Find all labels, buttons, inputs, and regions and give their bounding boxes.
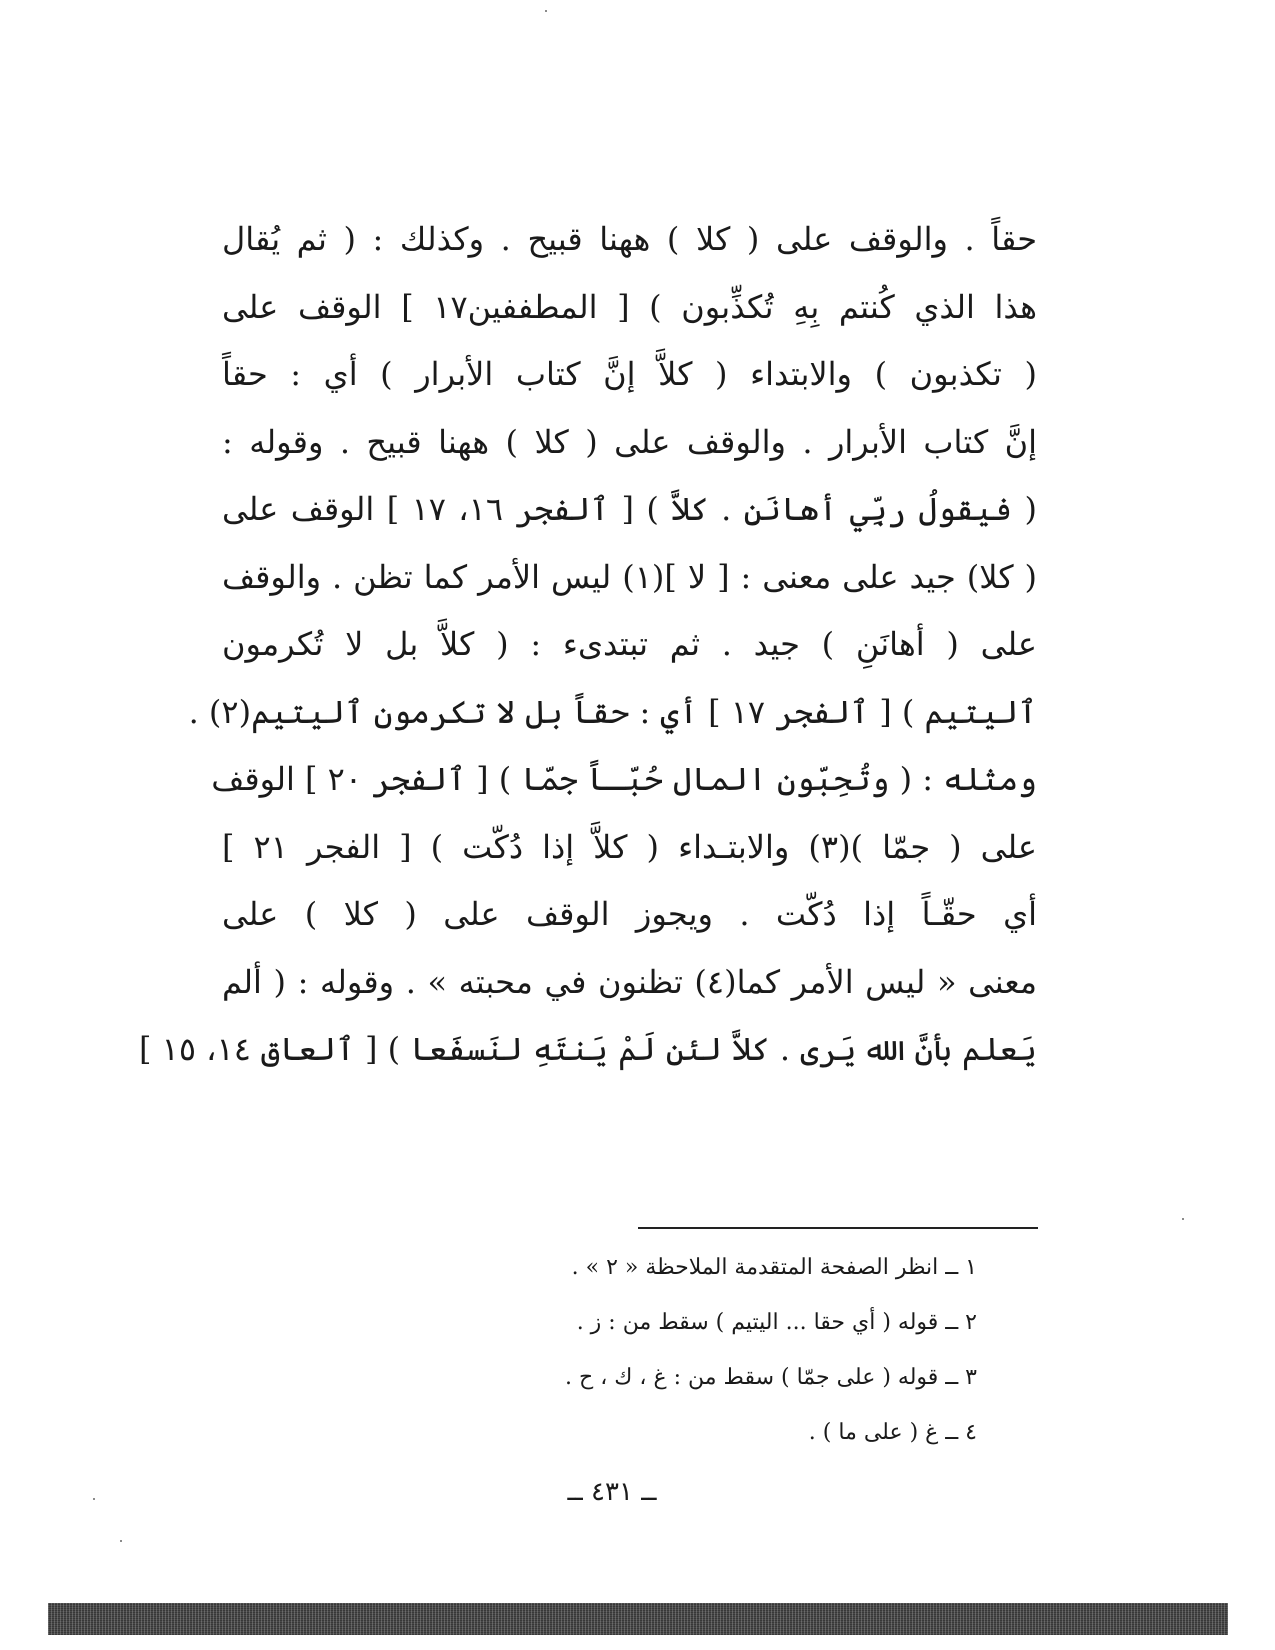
text-line: معنى « ليس الأمر كما(٤) تظنون في محبته » . وقوله : ( ألم [222, 962, 1037, 1001]
text-line: هذا الذي كُنتم بِهِ تُكذِّبون ) [ المطففين١٧ ] الوقف على [222, 287, 1038, 326]
text-line: حقاً . والوقف على ( كلا ) ههنا قبيح . وكذلك : ( ثم يُقال [222, 220, 1037, 258]
footnote-1: ١ ــ انظر الصفحة المتقدمة الملاحظة « ٢ » . [571, 1255, 977, 1280]
footnote-divider [638, 1227, 1038, 1229]
text-line: ومثله : ( وتُحِبّون المال حُبّـاً جمّا ) [ ٱلفجر ٢٠ ] الوقف [211, 760, 1037, 798]
text-line: يَعلم بأنَّ الله يَرى . كلاَّ لئن لَمْ يَنتَهِ لنَسفَعا ) [ ٱلعاق ١٤، ١٥ ] [138, 1030, 1037, 1068]
text-line: ( تكذبون ) والابتداء ( كلاَّ إنَّ كتاب الأبرار ) أي : حقاً [222, 355, 1037, 393]
scan-speck [120, 1540, 122, 1542]
footnote-2: ٢ ــ قوله ( أي حقا ... اليتيم ) سقط من : ز . [576, 1310, 977, 1335]
scan-speck [1182, 1218, 1184, 1220]
text-line: أي حقّـاً إذا دُكّت . ويجوز الوقف على ( كلا ) على [222, 895, 1037, 933]
main-text-body [138, 206, 1038, 1084]
scan-speck [93, 1498, 95, 1500]
text-line: ( فيقولُ ربِّي أهانَنِ . كلاَّ ) [ ٱلفجر ١٦، ١٧ ] الوقف على [222, 490, 1038, 528]
scan-speck [545, 10, 547, 12]
footnotes [400, 1240, 977, 1460]
footnote-4: ٤ ــ غ ( على ما ) . [808, 1420, 977, 1445]
text-line: ( كلا) جيد على معنى : [ لا ](١) ليس الأمر كما تظن . والوقف [222, 557, 1038, 596]
text-line: على ( جمّا )(٣) والابتـداء ( كلاَّ إذا دُكّت ) [ الفجر ٢١ ] [222, 827, 1038, 866]
scan-edge-strip [48, 1603, 1228, 1635]
footnote-3: ٣ ــ قوله ( على جمّا ) سقط من : غ ، ك ، ح . [565, 1365, 977, 1390]
text-line: إنَّ كتاب الأبرار . والوقف على ( كلا ) ههنا قبيح . وقوله : [222, 422, 1037, 461]
text-line: على ( أهانَنِ ) جيد . ثم تبتدىء : ( كلاَّ بل لا تُكرمون [222, 625, 1037, 663]
text-line: ٱليتيم ) [ ٱلفجر ١٧ ] أي : حقاً بل لا تكرمون ٱليتيم(٢) . [188, 692, 1037, 731]
page-number: ــ ٤٣١ ــ [567, 1477, 657, 1507]
